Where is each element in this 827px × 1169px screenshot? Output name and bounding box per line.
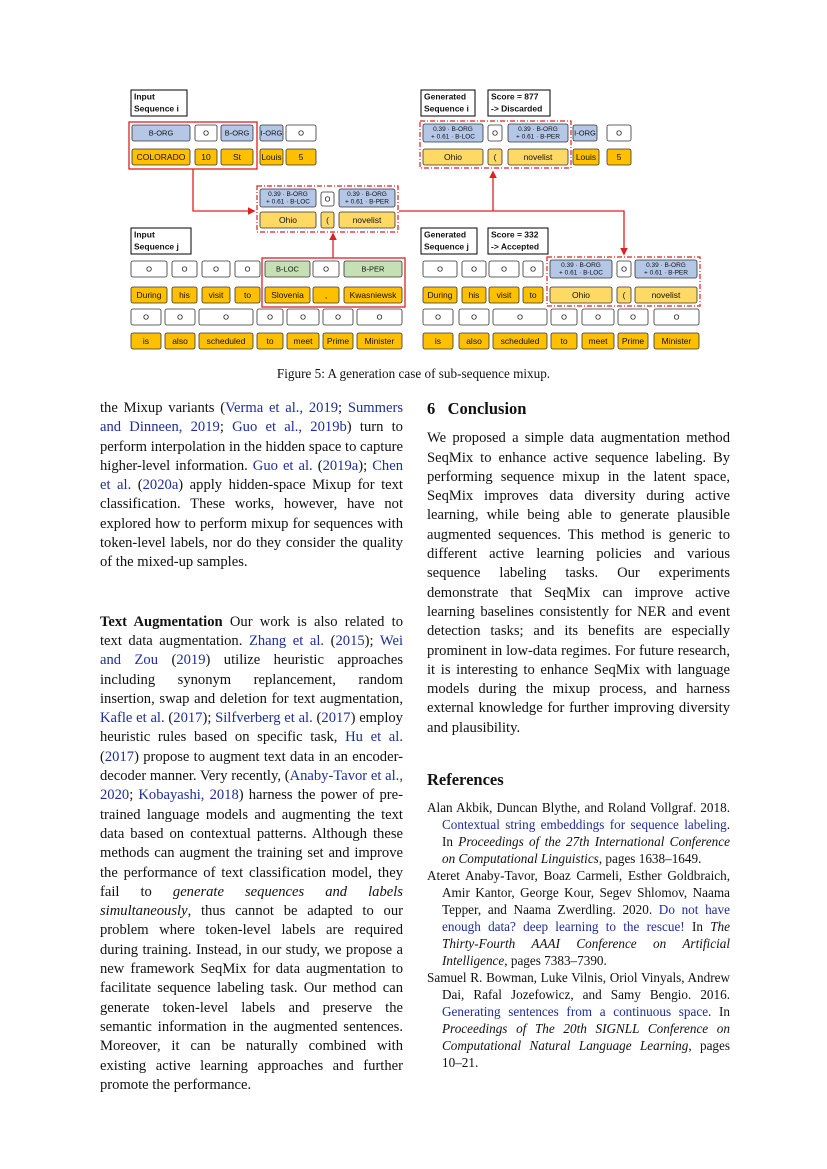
text-run: (	[158, 652, 177, 669]
input-j-token: ,	[324, 289, 328, 300]
score-i-label-line2: -> Discarded	[491, 103, 543, 114]
gen-i-tag-o: O	[492, 128, 498, 138]
input-i-tag: B-ORG	[148, 128, 174, 138]
citation-link[interactable]: Do not have enough data? deep learning to the rescue!	[442, 902, 730, 935]
gen-j-tag-row2: O	[595, 312, 601, 322]
gen-j-tag-row2: O	[517, 312, 523, 322]
citation-link[interactable]: 2017	[104, 748, 135, 765]
citation-link[interactable]: Hu et al.	[345, 729, 403, 746]
text-run: );	[358, 457, 373, 474]
text-run: , thus cannot be adapted to our problem where token-level labels are required during training. Instead, in our study, we propose a new framework SeqMix for data augmentation to facilitate sequence labeling task. Our method can generate token-level labels and preserve the semantic information in the augmented sentences. Moreover, it can be naturally combined with existing active learning approaches and further promote the performance.	[100, 903, 403, 1093]
gen-j-token: During	[427, 289, 453, 300]
text-run: Alan Akbik, Duncan Blythe, and Roland Vollgraf. 2018.	[427, 800, 730, 816]
text-run: Our work is also related to text data augmentation.	[100, 613, 403, 649]
figure-caption: Figure 5: A generation case of sub-sequence mixup.	[276, 366, 551, 381]
gen-j-tag-row2: O	[435, 312, 441, 322]
text-run: ) employ heuristic rules based on specific task,	[100, 710, 403, 746]
mix-token: novelist	[352, 214, 382, 225]
gen-i-mix-tag-1-line1: 0.39 · B-ORG	[433, 126, 473, 134]
gen-j-token-row2: meet	[588, 335, 608, 346]
citation-link[interactable]: Silfverberg et al.	[215, 710, 313, 727]
text-run: , pages 10–21.	[442, 1038, 730, 1071]
input-j-token: his	[179, 289, 190, 300]
citation-link[interactable]: 2020a	[142, 477, 179, 494]
gen-j-tag: O	[471, 264, 477, 274]
citation-link[interactable]: Anaby-Tavor et al., 2020	[100, 768, 403, 804]
gen-i-tag: I-ORG	[574, 128, 596, 138]
gen-i-mix-tag-2-line1: 0.39 · B-ORG	[518, 126, 558, 134]
mix-tag-2-line2: + 0.61 · B-PER	[345, 198, 389, 206]
text-run: (	[324, 632, 336, 649]
input-i-token: Louis	[261, 151, 282, 162]
input-i-token: COLORADO	[136, 151, 186, 162]
citation-link[interactable]: Kobayashi, 2018	[138, 787, 239, 804]
input-i-tag: I-ORG	[260, 128, 283, 138]
gen-j-tag: O	[437, 264, 443, 274]
mix-token: (	[326, 214, 329, 225]
gen-i-token: (	[493, 151, 497, 162]
input-j-tag: O	[323, 264, 329, 274]
input-i-token: 10	[201, 151, 211, 162]
citation-link[interactable]: 2019a	[322, 457, 359, 474]
gen-j-token: to	[529, 289, 537, 300]
italic-text: generate sequences and labels simultaneously	[100, 883, 403, 920]
input-j-label-line1: Input	[134, 229, 155, 240]
input-j-tag-row2: O	[335, 312, 341, 322]
gen-i-token: Louis	[575, 151, 597, 162]
input-i-token: St	[232, 151, 242, 162]
input-j-token: Slovenia	[271, 289, 304, 300]
sequence-mixup-diagram	[127, 88, 702, 353]
text-run: the Mixup variants (	[100, 400, 226, 416]
input-j-token-row2: to	[266, 335, 274, 346]
input-j-tag: O	[244, 264, 251, 274]
text-run: Ateret Anaby-Tavor, Boaz Carmeli, Esther Goldbraich, Amir Kantor, George Kour, Segev Shlomov, Naama Tepper, and Naama Zwerdling. 2020.	[427, 868, 730, 918]
text-run: );	[364, 632, 380, 649]
conclusion-heading: 6 Conclusion	[427, 399, 527, 418]
input-j-token-row2: Prime	[326, 335, 350, 346]
input-j-label-line2: Sequence j	[134, 241, 179, 252]
text-run: (	[312, 710, 322, 727]
references-list	[427, 799, 730, 1071]
input-i-token: 5	[298, 151, 304, 162]
input-i-tag: O	[298, 128, 304, 138]
text-augmentation-heading: Text Augmentation	[100, 613, 223, 630]
text-run: Samuel R. Bowman, Luke Vilnis, Oriol Vinyals, Andrew Dai, Rafal Jozefowicz, and Samy Bengio. 2016.	[427, 970, 730, 1003]
input-j-tag-row2: O	[143, 312, 149, 322]
citation-link[interactable]: Contextual string embeddings for sequence labeling	[442, 817, 727, 833]
gen-i-token: 5	[616, 151, 622, 162]
mix-tag-1-line1: 0.39 · B-ORG	[268, 191, 308, 199]
text-run: );	[202, 710, 216, 727]
gen-i-tag: O	[616, 128, 622, 138]
gen-j-token: novelist	[651, 289, 681, 300]
reference-item	[427, 799, 730, 867]
input-j-tag-row2: O	[267, 312, 273, 322]
text-run: In	[684, 919, 711, 935]
input-j-token-row2: is	[142, 335, 150, 346]
score-i-label-line1: Score = 877	[491, 91, 539, 102]
right-column	[427, 399, 730, 1071]
text-run: ) harness the power of pre-trained language models and augmenting the text data based on contextual patterns. Although these methods can augment the training set and improve the performance of text classification model, they fail to	[100, 787, 403, 900]
input-j-token: Kwasniewsk	[349, 289, 397, 300]
text-run: ) apply hidden-space Mixup for text classification. These works, however, have not explored how to perform mixup for sequences with token-level labels, nor do they consider the quality of the mixed-up samples.	[100, 477, 403, 571]
score-j-label-line2: -> Accepted	[491, 241, 540, 252]
citation-link[interactable]: Kafle et al.	[100, 710, 165, 727]
text-run: ) propose to augment text data in an encoder-decoder manner. Very recently, (	[100, 748, 403, 785]
input-j-tag: B-LOC	[276, 264, 299, 274]
text-run: ) utilize heuristic approaches including synonym replancement, random insertion, swap and deletion for text augmentation,	[100, 652, 403, 707]
italic-text: The Thirty-Fourth AAAI Conference on Artificial Intelligence	[442, 919, 730, 969]
mix-tag-o: O	[324, 194, 331, 204]
input-j-tag: O	[146, 264, 152, 274]
figure-5	[127, 88, 702, 353]
text-run: ;	[129, 787, 139, 804]
input-j-token-row2: meet	[293, 335, 313, 346]
input-i-tag: B-ORG	[224, 128, 250, 138]
conclusion-paragraph: We proposed a simple data augmentation method SeqMix to enhance active sequence labeling. By performing sequence mixup in the latent space, SeqMix improves data diversity during active learning, while being able to generate plausible augmented sequences. This method is generic to different active learning policies and various sequence labeling tasks. Our experiments demonstrate that SeqMix can improve active learning baselines consistently for NER and event detection tasks; and its benefits are especially prominent in low-data regimes. For future research, it is interesting to enhance SeqMix with language models during the mixup process, and harness external knowledge for further improving diversity and plausibility.	[427, 430, 730, 736]
input-i-label-line2: Sequence i	[134, 103, 179, 114]
gen-j-mix-tag-2-line1: 0.39 · B-ORG	[646, 262, 686, 270]
gen-j-label-line1: Generated	[424, 229, 467, 240]
text-run: ) turn to perform interpolation in the hidden space to capture higher-level information.	[100, 419, 403, 474]
text-run: ;	[219, 419, 233, 436]
input-j-token: visit	[208, 289, 224, 300]
gen-j-tag: O	[530, 264, 536, 274]
input-j-tag-row2: O	[223, 312, 229, 322]
citation-link[interactable]: Wei and Zou	[100, 632, 404, 669]
text-run: ;	[338, 400, 348, 416]
reference-item	[427, 867, 730, 969]
gen-j-tag: O	[501, 264, 507, 274]
text-run: (	[312, 457, 323, 474]
gen-j-token-row2: scheduled	[500, 335, 540, 346]
arrow-mix-to-gen-i	[399, 172, 493, 211]
references-heading: References	[427, 770, 504, 790]
text-run: (	[164, 710, 174, 727]
text-run: , pages 1638–1649.	[598, 851, 702, 867]
text-augmentation-paragraph	[100, 613, 403, 1095]
gen-j-token: Ohio	[572, 289, 590, 300]
gen-j-token-row2: also	[466, 335, 482, 346]
citation-link[interactable]: 2017	[173, 710, 203, 727]
gen-j-token: (	[622, 289, 626, 300]
input-i-tag: O	[203, 128, 209, 138]
text-run: . In	[708, 1004, 730, 1020]
gen-j-token: visit	[496, 289, 512, 300]
input-j-token-row2: Minister	[364, 335, 395, 346]
gen-j-token-row2: is	[434, 335, 442, 346]
related-work-paragraph	[100, 399, 403, 573]
gen-j-token: his	[468, 289, 480, 300]
input-j-token: During	[136, 289, 162, 300]
citation-link[interactable]: Zhang et al.	[248, 632, 325, 649]
input-j-tag-row2: O	[376, 312, 383, 322]
arrow-input-i-to-mix	[193, 169, 254, 211]
gen-j-mix-tag-2-line2: + 0.61 · B-PER	[644, 269, 688, 277]
citation-link[interactable]: Verma et al., 2019	[225, 400, 339, 416]
gen-j-mix-tag-1-line1: 0.39 · B-ORG	[561, 262, 601, 270]
input-i-label-line1: Input	[134, 91, 155, 102]
score-j-label-line1: Score = 332	[491, 229, 539, 240]
italic-text: Proceedings of The 20th SIGNLL Conference on Computational Natural Language Learning	[442, 1021, 730, 1054]
text-run: , pages 7383–7390.	[504, 953, 607, 969]
citation-link[interactable]: Summers and Dinneen, 2019	[100, 400, 404, 436]
citation-link[interactable]: Guo et al.	[252, 457, 313, 474]
citation-link[interactable]: 2019	[176, 652, 206, 669]
mix-token: Ohio	[279, 214, 297, 225]
gen-j-label-line2: Sequence j	[424, 241, 469, 252]
gen-i-label-line2: Sequence i	[424, 103, 469, 114]
input-j-token-row2: scheduled	[206, 335, 246, 346]
gen-j-tag-row2: O	[673, 312, 680, 322]
gen-j-tag-row2: O	[630, 312, 636, 322]
citation-link[interactable]: Guo et al., 2019b	[232, 419, 347, 436]
mix-tag-2-line1: 0.39 · B-ORG	[347, 191, 387, 199]
gen-i-token: Ohio	[444, 151, 462, 162]
input-j-tag: B-PER	[361, 264, 385, 274]
gen-i-mix-tag-1-line2: + 0.61 · B-LOC	[431, 133, 475, 141]
citation-link[interactable]: 2017	[321, 710, 351, 727]
citation-link[interactable]: Chen et al.	[100, 457, 403, 494]
gen-j-token-row2: to	[560, 335, 568, 346]
citation-link[interactable]: Generating sentences from a continuous space	[442, 1004, 709, 1020]
input-j-token: to	[243, 289, 252, 300]
gen-j-tag-row2: O	[561, 312, 567, 322]
reference-item	[427, 969, 730, 1071]
gen-j-tag-row2: O	[471, 312, 477, 322]
mix-tag-1-line2: + 0.61 · B-LOC	[266, 198, 310, 206]
gen-j-token-row2: Prime	[621, 335, 645, 346]
input-j-tag-row2: O	[177, 312, 183, 322]
input-j-tag-row2: O	[300, 312, 306, 322]
italic-text: Proceedings of the 27th International Conference on Computational Linguistics	[442, 834, 730, 867]
gen-i-mix-tag-2-line2: + 0.61 · B-PER	[516, 133, 560, 141]
gen-j-token-row2: Minister	[661, 335, 692, 346]
left-column	[100, 399, 403, 1095]
text-run: . In	[442, 817, 730, 850]
text-run: (	[131, 477, 143, 494]
gen-j-tag-o: O	[621, 264, 627, 274]
input-j-token-row2: also	[172, 335, 188, 346]
text-run: (	[100, 748, 105, 765]
gen-j-mix-tag-1-line2: + 0.61 · B-LOC	[559, 269, 603, 277]
citation-link[interactable]: 2015	[335, 632, 365, 649]
gen-i-token: novelist	[523, 151, 553, 162]
input-j-tag: O	[181, 264, 188, 274]
gen-i-label-line1: Generated	[424, 91, 467, 102]
input-j-tag: O	[213, 264, 219, 274]
